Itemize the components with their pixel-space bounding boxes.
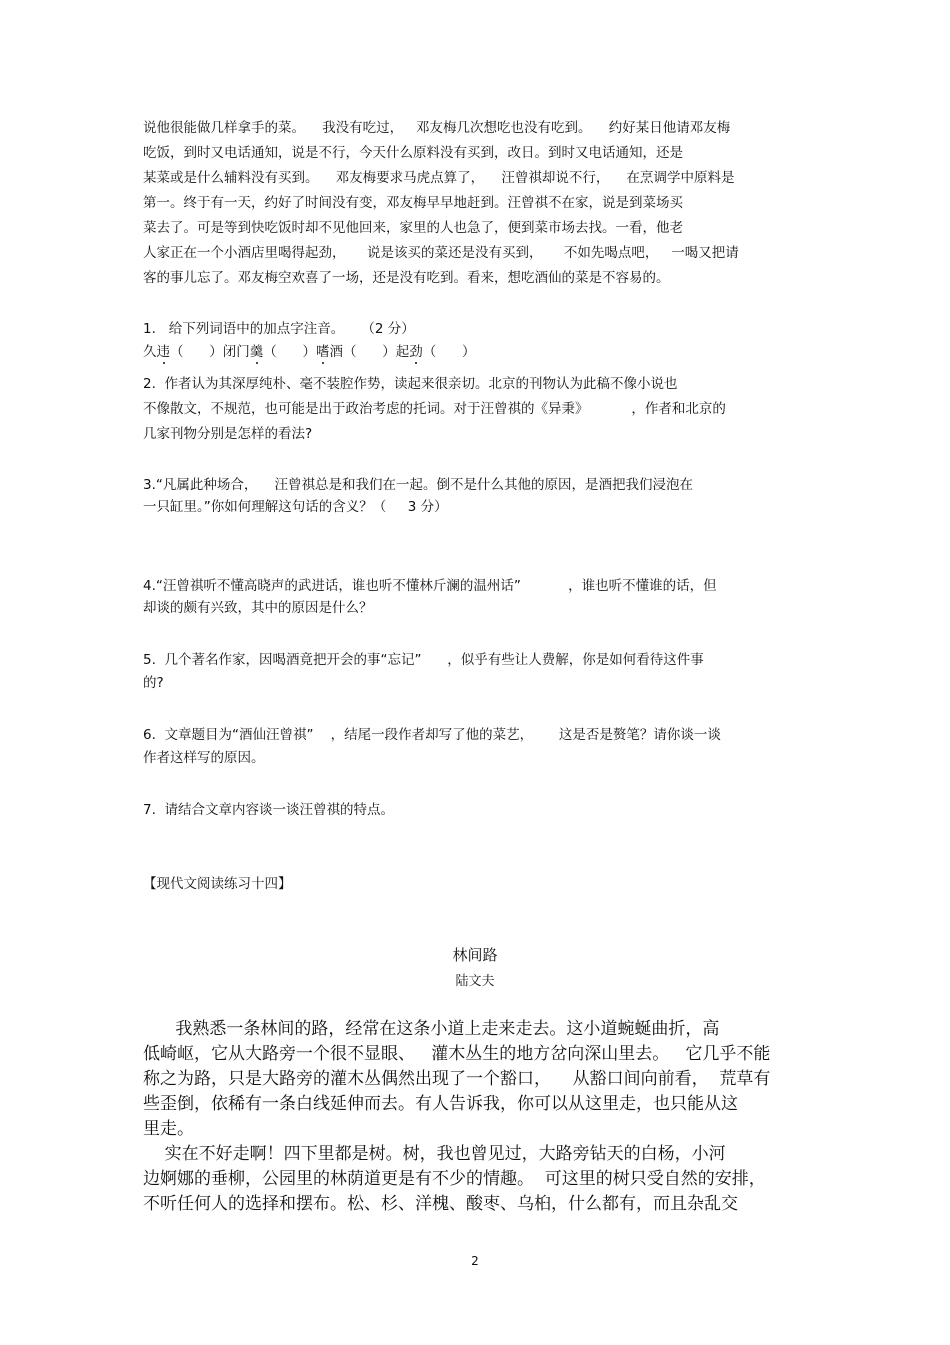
passage-line: 某菜或是什么辅料没有买到。 邓友梅要求马虎点算了， 汪曾祺却说不行， 在烹调学中原料是 — [143, 170, 735, 186]
article-line: 不听任何人的选择和摆布。松、杉、洋槐、酸枣、乌桕，什么都有，而且杂乱交 — [143, 1194, 738, 1214]
question-6-line: 6. 文章题目为“酒仙汪曾祺” ，结尾一段作者却写了他的菜艺， 这是否是赘笔？请你谈一谈 — [143, 727, 721, 743]
article-author: 陆文夫 — [455, 974, 495, 989]
article-line: 里走。 — [143, 1119, 194, 1139]
q1-text: （ ） — [422, 344, 476, 360]
question-4-line: 4.“汪曾祺听不懂高晓声的武进话，谁也听不懂林斤澜的温州话” ，谁也听不懂谁的话，但 — [143, 578, 717, 594]
question-2-line: 2. 作者认为其深厚纯朴、毫不装腔作势，读起来很亲切。北京的刊物认为此稿不像小说也 — [143, 376, 678, 392]
q1-text: 酒（ ） — [329, 344, 396, 360]
question-6-line: 作者这样写的原因。 — [143, 750, 265, 766]
page-number: 2 — [471, 1254, 479, 1268]
question-3-line: 一只缸里。”你如何理解这句话的含义？（ 3 分） — [143, 499, 448, 515]
passage-line: 说他很能做几样拿手的菜。 我没有吃过， 邓友梅几次想吃也没有吃到。 约好某日他请邓友梅 — [143, 120, 731, 136]
article-title: 林间路 — [452, 946, 498, 964]
passage-line: 吃饭，到时又电话通知，说是不行，今天什么原料没有买到，改日。到时又电话通知，还是 — [143, 145, 683, 161]
q1-text: （ ） — [263, 344, 316, 360]
article-line: 低崎岖，它从大路旁一个很不显眼、 灌木丛生的地方岔向深山里去。 它几乎不能 — [143, 1044, 771, 1064]
q1-text: （ ） — [170, 344, 223, 360]
q1-dotted-char: 羹 — [249, 344, 264, 360]
q1-dotted-char: 劲 — [409, 344, 423, 360]
article-line: 实在不好走啊！四下里都是树。树，我也曾见过，大路旁钻天的白杨，小河 — [143, 1144, 726, 1164]
article-line: 我熟悉一条林间的路，经常在这条小道上走来走去。这小道蜿蜒曲折，高 — [143, 1019, 720, 1039]
question-1-prompt: 1. 给下列词语中的加点字注音。 （2 分） — [143, 321, 415, 337]
q1-text: 久 — [143, 344, 157, 360]
q1-dotted-char: 嗜 — [316, 344, 330, 360]
question-3-line: 3.“凡属此种场合， 汪曾祺总是和我们在一起。倒不是什么其他的原因，是酒把我们浸泡在 — [143, 477, 694, 493]
q1-text: 起 — [395, 344, 410, 360]
question-2-line: 不像散文，不规范，也可能是出于政治考虑的托词。对于汪曾祺的《异秉》 ，作者和北京的 — [143, 401, 726, 417]
question-5-line: 的? — [143, 675, 164, 691]
q1-text: 闭门 — [222, 344, 250, 360]
article-line: 些歪倒，依稀有一条白线延伸而去。有人告诉我，你可以从这里走，也只能从这 — [143, 1094, 738, 1114]
question-4-line: 却谈的颇有兴致，其中的原因是什么？ — [143, 600, 373, 616]
passage-line: 客的事儿忘了。邓友梅空欢喜了一场，还是没有吃到。看来，想吃酒仙的菜是不容易的。 — [143, 270, 670, 286]
question-1-words — [143, 343, 476, 361]
section-heading: 【现代文阅读练习十四】 — [143, 876, 292, 892]
article-line: 边婀娜的垂柳，公园里的林荫道更是有不少的情趣。 可这里的树只受自然的安排， — [143, 1169, 766, 1189]
article-line: 称之为路，只是大路旁的灌木丛偶然出现了一个豁口， 从豁口间向前看， 荒草有 — [143, 1069, 771, 1089]
q1-dotted-char: 违 — [156, 344, 170, 360]
question-5-line: 5. 几个著名作家，因喝酒竟把开会的事“忘记” ，似乎有些让人费解，你是如何看待这件事 — [143, 652, 704, 668]
passage-line: 人家正在一个小酒店里喝得起劲， 说是该买的菜还是没有买到， 不如先喝点吧， 一喝又把请 — [143, 245, 739, 261]
question-2-line: 几家刊物分别是怎样的看法? — [143, 426, 313, 442]
passage-line: 第一。终于有一天，约好了时间没有变，邓友梅早早地赶到。汪曾祺不在家，说是到菜场买 — [143, 195, 683, 211]
question-7: 7. 请结合文章内容谈一谈汪曾祺的特点。 — [143, 802, 394, 818]
passage-line: 菜去了。可是等到快吃饭时却不见他回来，家里的人也急了，便到菜市场去找。一看，他老 — [143, 220, 683, 236]
